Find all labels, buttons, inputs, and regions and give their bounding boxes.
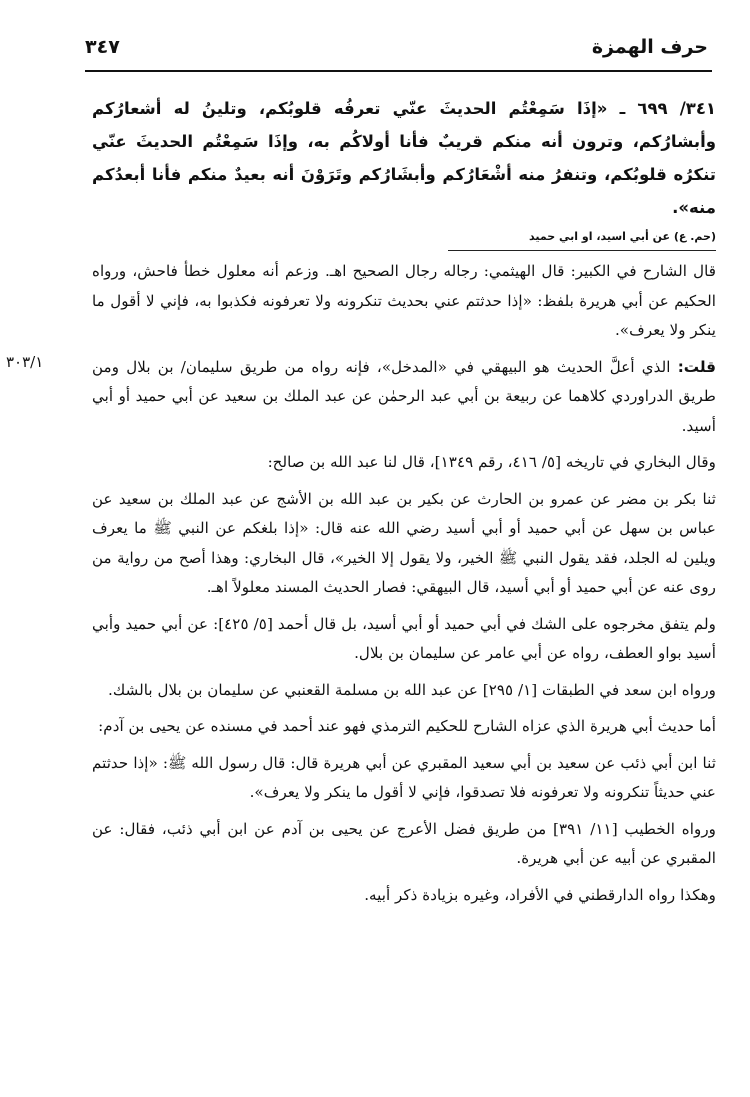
paragraph: ثنا بكر بن مضر عن عمرو بن الحارث عن بكير بن عبد الله بن الأشج عن عبد الملك بن سعيد عن عباس بن سهل عن أبي حميد أو أبي أسيد رضي الله عنه قال: «إذا بلغكم عن النبي ﷺ ما يعرف ويلين له الجلد، فقد يقول النبي ﷺ الخير، ولا يقول إلا الخير»، قال البخاري: وهذا أصح من رواية من روى عنه عن أبي حميد أو أبي أسيد، قال البيهقي: فصار الحديث المسند معلولاً اهـ. (92, 489, 716, 596)
chapter-title: حرف الهمزة (591, 36, 708, 58)
paragraph-lead: قلت: (677, 357, 716, 376)
paragraph: أما حديث أبي هريرة الذي عزاه الشارح للحكيم الترمذي فهو عند أحمد في مسنده عن يحيى بن آدم: (98, 717, 716, 735)
paragraph: وقال البخاري في تاريخه [٥/ ٤١٦، رقم ١٣٤٩]، قال لنا عبد الله بن صالح: (267, 453, 716, 471)
paragraph: وهكذا رواه الدارقطني في الأفراد، وغيره بزيادة ذكر أبيه. (364, 885, 716, 904)
hadith-source: (حم. ع) عن أبي اسيد، او ابي حميد (529, 230, 716, 243)
hadith-matn: «إذَا سَمِعْتُم الحديثَ عنّي تعرفُه قلوبُكم، وتلينُ له أشعارُكم وأبشارُكم، وترون أنه منكم قريبٌ فأنا أولاكُم به، وإذَا سَمِعْتُم الحديثَ عنّي تنكرُه قلوبُكم، وتنفرُ منه أشْعَارُكم وأبشَارُكم وتَرَوْنَ أنه بعيدٌ منكم فأنا أبعدُكم منه». (92, 99, 716, 217)
paragraph: قال الشارح في الكبير: قال الهيثمي: رجاله رجال الصحيح اهـ. وزعم أنه معلول خطأ فاحش، ورواه الحكيم عن أبي هريرة بلفظ: «إذا حدثتم عني بحديث تنكرونه ولا تعرفونه فكذبوا به، فإني لا أقول ما ينكر ولا يعرف». (92, 262, 716, 339)
paragraph: ورواه الخطيب [١١/ ٣٩١] من طريق فضل الأعرج عن يحيى بن آدم عن ابن أبي ذئب، فقال: عن المقبري عن أبيه عن أبي هريرة. (92, 819, 716, 867)
page-body (92, 92, 716, 917)
hadith-text (92, 92, 716, 224)
paragraph: ولم يتفق مخرجوه على الشك في أبي حميد أو أبي أسيد، بل قال أحمد [٥/ ٤٢٥]: عن أبي حميد وأبي أسيد بواو العطف، رواه عن أبي عامر عن سليمان بن بلال. (92, 614, 717, 662)
page-number: ٣٤٧ (85, 36, 120, 58)
hadith-number: ٣٤١/ ٦٩٩ ـ (619, 99, 716, 118)
running-header (85, 36, 708, 66)
source-rule (448, 250, 716, 251)
paragraph: قلت: الذي أعلَّ الحديث هو البيهقي في «المدخل»، فإنه رواه من طريق سليمان/ بن بلال ومن طريق الدراوردي كلاهما عن ربيعة بن أبي عبد الرحمٰن عن عبد الملك بن سعيد عن أبي حميد أو أبي أسيد. (92, 357, 716, 435)
margin-reference: ٣٠٣/١ (6, 353, 44, 371)
paragraph: ثنا ابن أبي ذئب عن سعيد بن أبي سعيد المقبري عن أبي هريرة قال: قال رسول الله ﷺ: «إذا حدثتم عني حديثاً تنكرونه ولا تعرفونه فلا تصدقوا، فإني لا أقول ما ينكر ولا يعرف». (92, 753, 716, 801)
header-rule (85, 70, 712, 72)
paragraph: ورواه ابن سعد في الطبقات [١/ ٢٩٥] عن عبد الله بن مسلمة القعنبي عن سليمان بن بلال بالشك. (108, 680, 716, 699)
